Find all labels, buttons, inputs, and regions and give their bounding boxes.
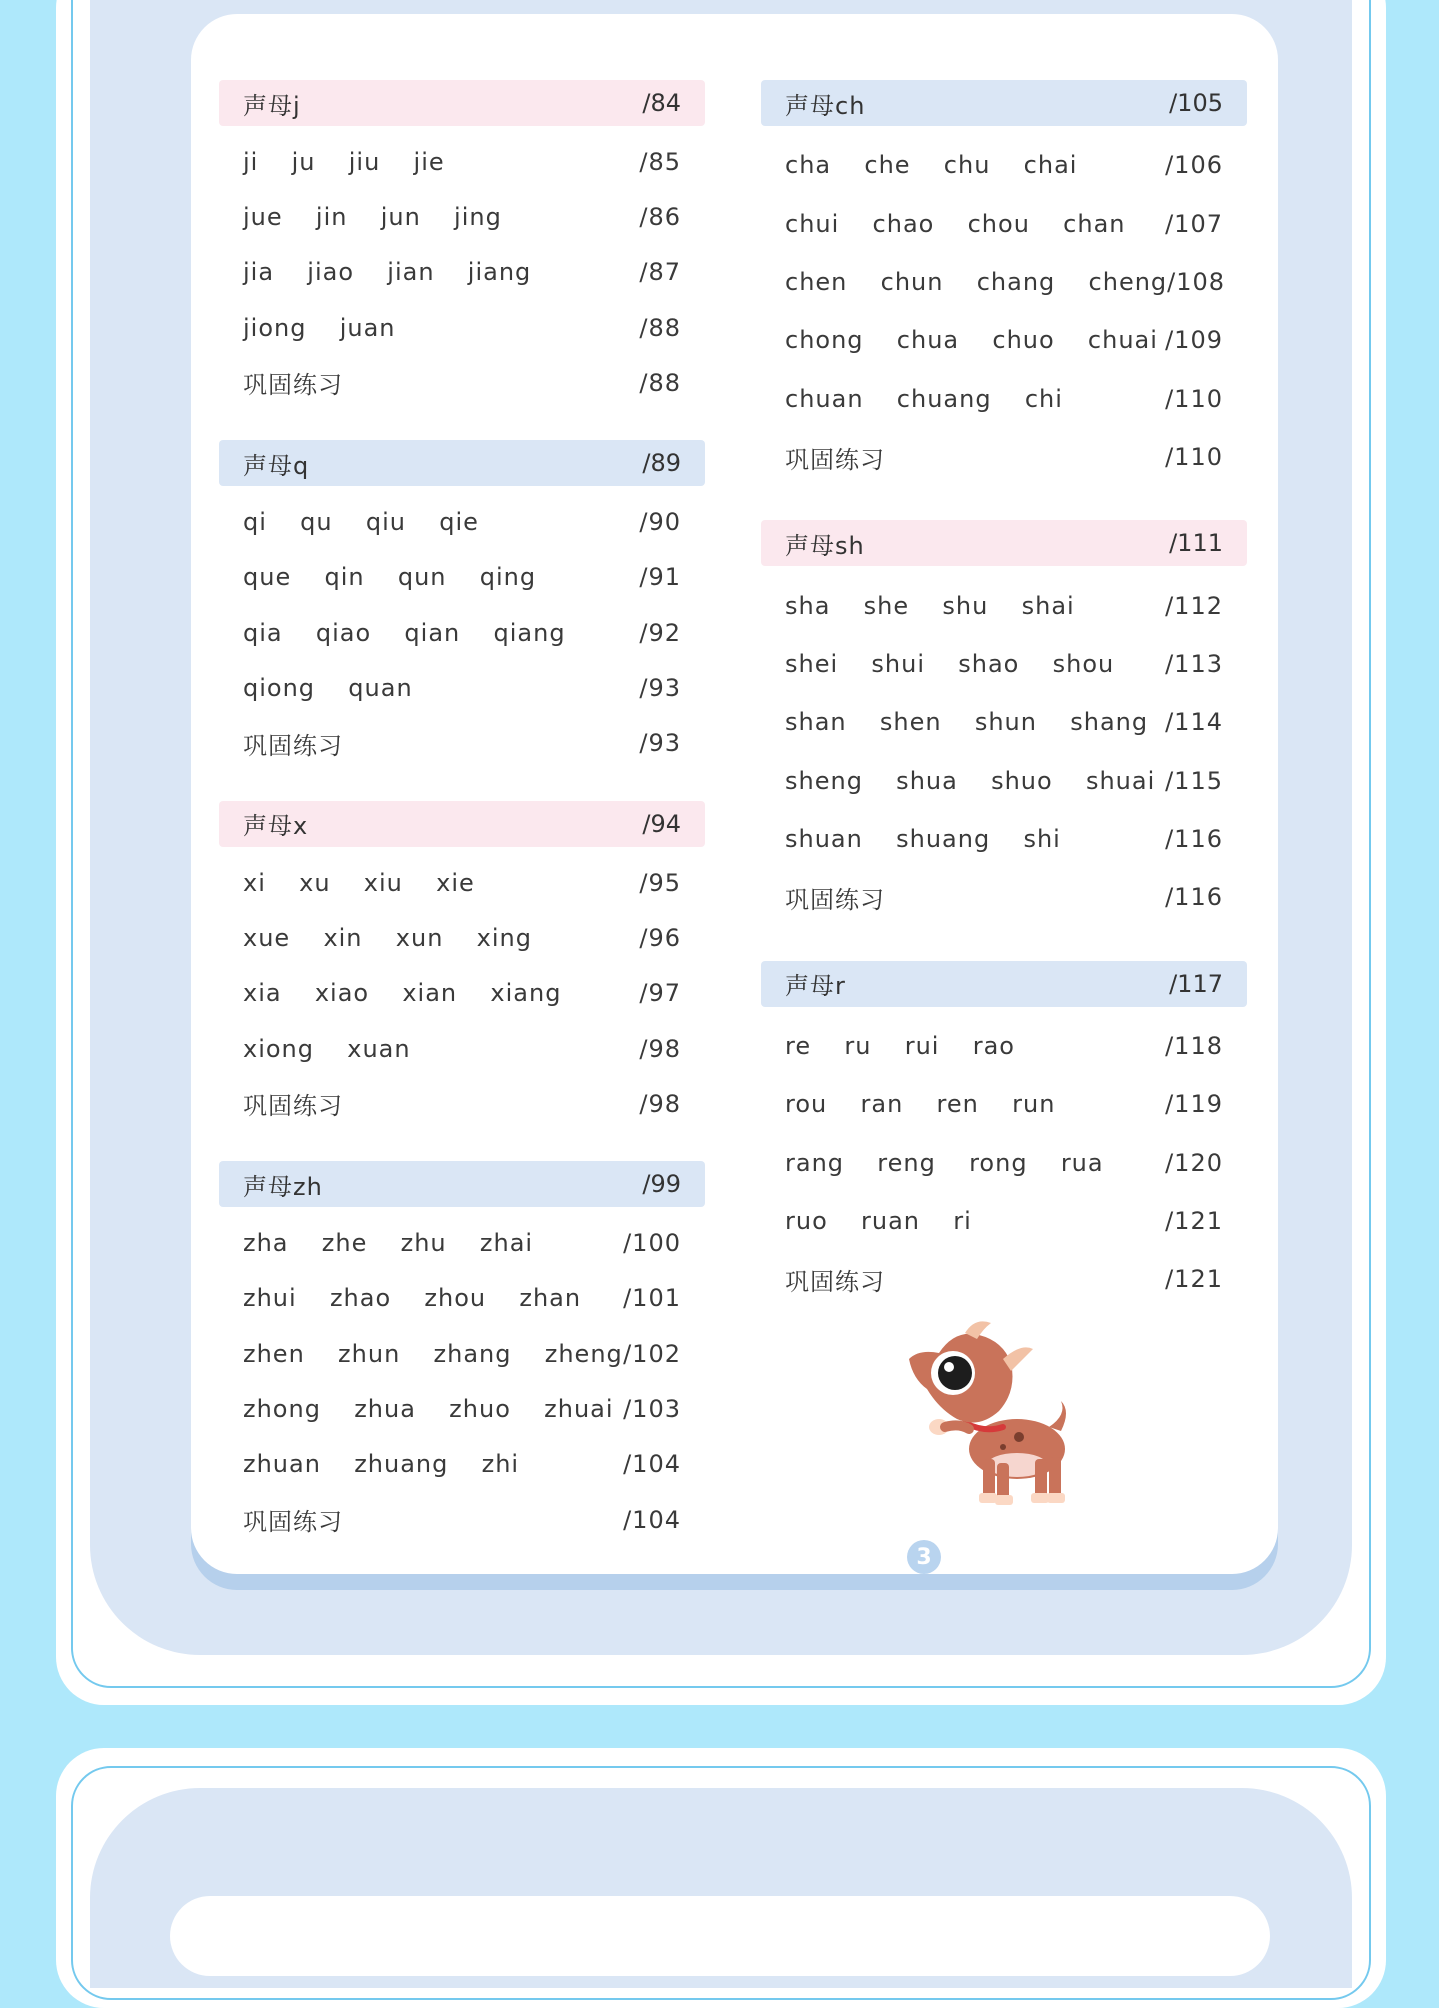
toc-entry[interactable] <box>219 716 705 771</box>
toc-entry[interactable] <box>219 1215 705 1270</box>
toc-entry-text: 巩固练习 <box>785 445 885 474</box>
toc-entry-text: sheng shua shuo shuai <box>785 766 1156 795</box>
toc-entry-text: zhuan zhuang zhi <box>243 1450 520 1479</box>
toc-entry-text: 巩固练习 <box>243 1092 343 1121</box>
toc-entry-page: /104 <box>623 1450 681 1479</box>
toc-entry-page: /103 <box>623 1394 681 1423</box>
toc-entry-page: /96 <box>639 923 681 952</box>
section-page-number: /84 <box>642 89 681 117</box>
toc-entry-text: sha she shu shai <box>785 591 1075 620</box>
section-header[interactable] <box>761 961 1247 1007</box>
toc-entry-page: /85 <box>639 147 681 176</box>
toc-entry[interactable] <box>219 1381 705 1436</box>
toc-entry[interactable] <box>761 1017 1247 1075</box>
section-title: 声母sh <box>785 531 865 560</box>
toc-entry-page: /88 <box>639 313 681 342</box>
toc-entry-text: xia xiao xian xiang <box>243 979 562 1008</box>
toc-entry-text: 巩固练习 <box>243 371 343 400</box>
toc-entry[interactable] <box>219 189 705 244</box>
toc-entry[interactable] <box>219 1271 705 1326</box>
section-title: 声母q <box>243 451 310 480</box>
toc-entry[interactable] <box>219 1326 705 1381</box>
toc-entry[interactable] <box>219 355 705 410</box>
toc-section <box>761 961 1247 1309</box>
toc-entry-text: jue jin jun jing <box>243 202 502 231</box>
toc-entry[interactable] <box>219 1076 705 1131</box>
toc-entry-text: ji ju jiu jie <box>243 147 445 176</box>
toc-entry[interactable] <box>219 910 705 965</box>
toc-entry-page: /116 <box>1165 883 1223 912</box>
section-title: 声母j <box>243 91 301 120</box>
toc-entry[interactable] <box>761 810 1247 868</box>
toc-entry-page: /120 <box>1165 1148 1223 1177</box>
toc-page <box>191 14 1278 1574</box>
toc-entry[interactable] <box>219 855 705 910</box>
toc-entry[interactable] <box>761 194 1247 252</box>
toc-entry-page: /113 <box>1165 649 1223 678</box>
toc-entry[interactable] <box>761 1133 1247 1191</box>
toc-entry-text: shei shui shao shou <box>785 649 1115 678</box>
section-header[interactable] <box>761 80 1247 126</box>
toc-entry-text: rang reng rong rua <box>785 1148 1104 1177</box>
toc-entry[interactable] <box>219 966 705 1021</box>
toc-entry-page: /121 <box>1165 1265 1223 1294</box>
toc-entry-text: que qin qun qing <box>243 563 537 592</box>
toc-entry[interactable] <box>219 134 705 189</box>
toc-entry-text: 巩固练习 <box>785 885 885 914</box>
cartoon-dog-icon <box>899 1319 1089 1519</box>
toc-entry-text: qi qu qiu qie <box>243 508 479 537</box>
toc-entry-text: jia jiao jian jiang <box>243 258 532 287</box>
toc-entry-text: 巩固练习 <box>243 731 343 760</box>
toc-entry[interactable] <box>761 693 1247 751</box>
toc-entry-text: re ru rui rao <box>785 1031 1015 1060</box>
toc-entry-text: zha zhe zhu zhai <box>243 1229 534 1258</box>
toc-entry-text: xiong xuan <box>243 1034 411 1063</box>
toc-entry[interactable] <box>219 1492 705 1547</box>
toc-entry-text: chong chua chuo chuai <box>785 326 1158 355</box>
toc-section <box>761 80 1247 486</box>
toc-entry-text: xue xin xun xing <box>243 923 532 952</box>
section-header[interactable] <box>761 520 1247 566</box>
toc-entry-text: chuan chuang chi <box>785 384 1063 413</box>
toc-entry-page: /92 <box>639 618 681 647</box>
toc-entry-page: /90 <box>639 508 681 537</box>
toc-entry[interactable] <box>761 868 1247 926</box>
toc-entry[interactable] <box>219 550 705 605</box>
section-header[interactable] <box>219 801 705 847</box>
toc-entry[interactable] <box>761 1075 1247 1133</box>
toc-section <box>219 80 705 410</box>
toc-entry-text: cha che chu chai <box>785 151 1078 180</box>
toc-entry[interactable] <box>761 311 1247 369</box>
toc-entry-page: /101 <box>623 1284 681 1313</box>
toc-entry-page: /93 <box>639 674 681 703</box>
toc-entry-page: /106 <box>1165 151 1223 180</box>
toc-entry-text: jiong juan <box>243 313 396 342</box>
toc-section <box>219 801 705 1131</box>
toc-entry[interactable] <box>219 660 705 715</box>
toc-entry[interactable] <box>761 1192 1247 1250</box>
section-page-number: /89 <box>642 449 681 478</box>
toc-entry-page: /100 <box>623 1229 681 1258</box>
toc-entry[interactable] <box>219 245 705 300</box>
toc-entry[interactable] <box>219 494 705 549</box>
toc-entry[interactable] <box>761 253 1247 311</box>
toc-entry-page: /98 <box>639 1034 681 1063</box>
section-page-number: /105 <box>1169 89 1223 117</box>
toc-entry-page: /119 <box>1165 1090 1223 1119</box>
toc-entry-page: /115 <box>1165 766 1223 795</box>
section-title: 声母zh <box>243 1172 323 1201</box>
toc-entry-text: 巩固练习 <box>785 1267 885 1296</box>
toc-entry-text: xi xu xiu xie <box>243 868 475 897</box>
toc-entry-page: /108 <box>1167 267 1226 296</box>
toc-entry-page: /112 <box>1165 591 1223 620</box>
toc-entry-text: ruo ruan ri <box>785 1207 972 1236</box>
toc-entry-text: zhong zhua zhuo zhuai <box>243 1394 614 1423</box>
toc-entry[interactable] <box>761 635 1247 693</box>
toc-entry-text: 巩固练习 <box>243 1508 343 1537</box>
toc-entry[interactable] <box>219 300 705 355</box>
toc-entry-page: /88 <box>639 368 681 397</box>
section-title: 声母ch <box>785 91 866 120</box>
toc-entry-page: /116 <box>1165 825 1223 854</box>
toc-entry-text: zhui zhao zhou zhan <box>243 1284 582 1313</box>
toc-entry[interactable] <box>761 752 1247 810</box>
toc-entry-page: /110 <box>1165 384 1223 413</box>
toc-entry-page: /110 <box>1165 443 1223 472</box>
section-header[interactable] <box>219 440 705 486</box>
toc-column-right <box>761 80 1247 1309</box>
toc-entry[interactable] <box>219 605 705 660</box>
toc-entry-page: /98 <box>639 1089 681 1118</box>
toc-entry-page: /114 <box>1165 708 1223 737</box>
page-number-badge: 3 <box>907 1540 941 1574</box>
toc-entry-text: qia qiao qian qiang <box>243 618 566 647</box>
section-page-number: /111 <box>1169 529 1223 558</box>
next-page-sheet <box>170 1896 1270 1976</box>
toc-entry[interactable] <box>761 576 1247 634</box>
toc-section <box>219 440 705 770</box>
section-header[interactable] <box>219 80 705 126</box>
toc-entry-text: zhen zhun zhang zheng <box>243 1339 623 1368</box>
toc-entry-text: chen chun chang cheng <box>785 267 1168 296</box>
toc-entry-page: /93 <box>639 729 681 758</box>
toc-entry-text: shan shen shun shang <box>785 708 1149 737</box>
toc-entry-page: /104 <box>623 1505 681 1534</box>
toc-entry[interactable] <box>761 136 1247 194</box>
toc-entry-page: /87 <box>639 258 681 287</box>
toc-entry-page: /102 <box>623 1339 681 1368</box>
toc-entry-page: /121 <box>1165 1207 1223 1236</box>
toc-section <box>219 1161 705 1547</box>
toc-entry-page: /95 <box>639 868 681 897</box>
toc-entry-page: /118 <box>1165 1031 1223 1060</box>
section-header[interactable] <box>219 1161 705 1207</box>
section-page-number: /99 <box>642 1170 681 1199</box>
toc-entry[interactable] <box>761 428 1247 486</box>
section-title: 声母x <box>243 812 309 841</box>
toc-entry[interactable] <box>219 1437 705 1492</box>
toc-column-left <box>219 80 705 1547</box>
toc-entry-page: /97 <box>639 979 681 1008</box>
toc-entry-text: shuan shuang shi <box>785 825 1061 854</box>
toc-entry-page: /109 <box>1165 326 1223 355</box>
section-page-number: /117 <box>1169 969 1223 998</box>
toc-entry-page: /86 <box>639 202 681 231</box>
toc-entry-page: /107 <box>1165 209 1223 238</box>
section-page-number: /94 <box>642 809 681 838</box>
toc-entry-page: /91 <box>639 563 681 592</box>
toc-entry[interactable] <box>219 1021 705 1076</box>
toc-entry-text: rou ran ren run <box>785 1090 1056 1119</box>
toc-section <box>761 520 1247 926</box>
toc-entry-text: chui chao chou chan <box>785 209 1126 238</box>
toc-entry[interactable] <box>761 370 1247 428</box>
section-title: 声母r <box>785 972 846 1001</box>
toc-entry[interactable] <box>761 1250 1247 1308</box>
toc-entry-text: qiong quan <box>243 674 413 703</box>
